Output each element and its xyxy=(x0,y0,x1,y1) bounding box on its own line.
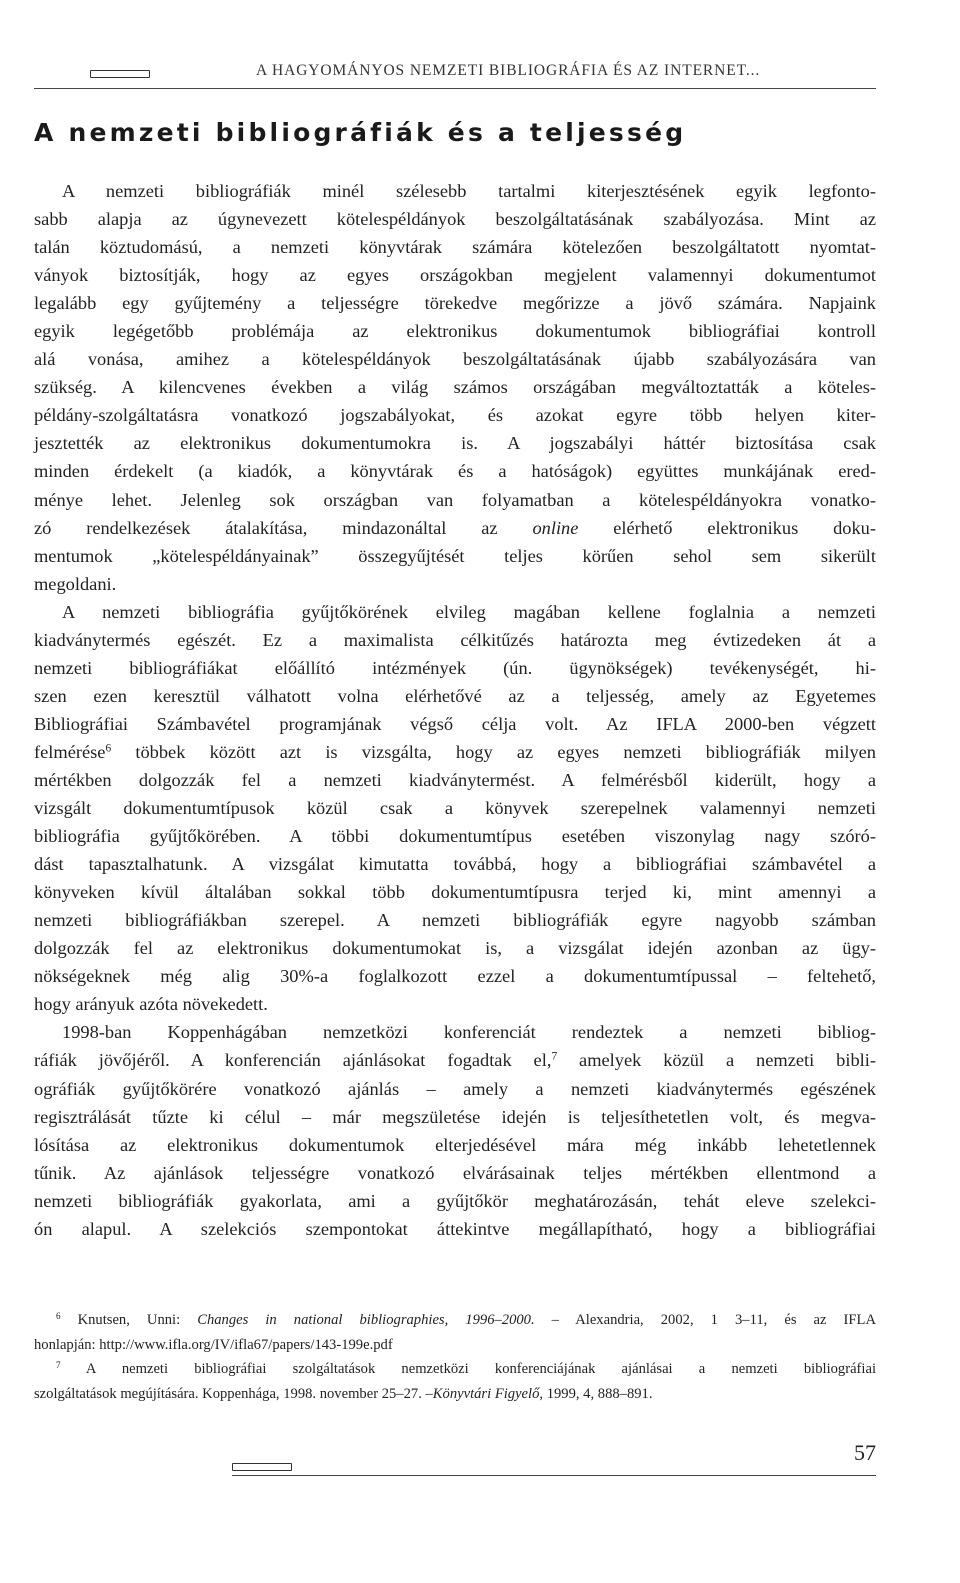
text-line: ón alapul. A szelekciós szempontokat áttekintve megállapítható, hogy a bibliográfiai xyxy=(34,1218,876,1239)
text-line: könyveken kívül általában sokkal több dokumentumtípusra terjed ki, mint amennyi a xyxy=(34,882,876,903)
italic-term: online xyxy=(532,517,579,538)
paragraph-1 xyxy=(34,177,876,598)
text-line: A nemzeti bibliográfiák minél szélesebb tartalmi kiterjesztésének egyik legfonto- xyxy=(62,181,876,201)
text-segment: – Alexandria, 2002, 1 3–11, és az IFLA xyxy=(534,1312,876,1328)
text-line: tűnik. Az ajánlások teljességre vonatkozó elvárásainak teljes mértékben ellentmond a xyxy=(34,1162,876,1183)
text-segment: amelyek közül a nemzeti bibli- xyxy=(557,1050,876,1071)
text-segment: zó rendelkezések átalakítása, mindazonáltal az xyxy=(34,517,533,538)
text-line: alá vonása, amihez a kötelespéldányok beszolgáltatásának újabb szabályozására van xyxy=(34,349,876,370)
text-line: nökségeknek még alig 30%-a foglalkozott ezzel a dokumentumtípussal – feltehető, xyxy=(34,966,876,987)
footnote-mark: 6 xyxy=(56,1311,61,1322)
footnote-mark: 7 xyxy=(56,1360,61,1371)
text-line xyxy=(34,1046,876,1074)
text-line: ográfiák gyűjtőkörére vonatkozó ajánlás – amely a nemzeti kiadványtermés egészének xyxy=(34,1078,876,1099)
page-number: 57 xyxy=(854,1440,876,1465)
footnote-ref-7[interactable]: 7 xyxy=(551,1051,558,1064)
text-line: jesztették az elektronikus dokumentumokra is. A jogszabályi háttér biztosítása csak xyxy=(34,433,876,454)
footnote-line xyxy=(34,1357,876,1382)
text-segment: A nemzeti bibliográfiai szolgáltatások nemzetközi konferenciájának ajánlásai a nemzeti bibliográfiai xyxy=(60,1361,876,1377)
footnote-line xyxy=(34,1308,876,1333)
text-segment: elérhető elektronikus doku- xyxy=(578,517,876,538)
footnote-6 xyxy=(34,1308,876,1357)
footer-rule xyxy=(232,1475,876,1476)
text-line: lósítása az elektronikus dokumentumok elterjedésével mára még inkább lehetetlennek xyxy=(34,1134,876,1155)
text-line: nemzeti bibliográfiák gyakorlata, ami a gyűjtőkör meghatározásán, tehát eleve szelekci- xyxy=(34,1190,876,1211)
text-segment: felmérése xyxy=(34,741,106,762)
text-line: dást tapasztalhatunk. A vizsgálat kimutatta továbbá, hogy a bibliográfiai számbavétel a xyxy=(34,854,876,875)
text-segment: szolgáltatások megújítására. Koppenhága, 1998. november 25–27. – xyxy=(34,1385,433,1402)
paragraph-2 xyxy=(34,598,876,1019)
text-segment: többek között azt is vizsgálta, hogy az egyes nemzeti bibliográfiák milyen xyxy=(111,741,876,762)
footnote-line xyxy=(34,1382,876,1407)
text-line: megoldani. xyxy=(34,573,117,594)
text-line: dolgozzák fel az elektronikus dokumentumokat is, a vizsgálat idején azonban az ügy- xyxy=(34,938,876,959)
italic-title: Könyvtári Figyelő, xyxy=(432,1385,544,1402)
text-line: egyik legégetőbb problémája az elektronikus dokumentumok bibliográfiai kontroll xyxy=(34,321,876,342)
section-title: A nemzeti bibliográfiák és a teljesség xyxy=(34,118,687,147)
text-line xyxy=(34,514,876,542)
header-rule xyxy=(34,88,876,89)
text-segment: 1999, 4, 888–891. xyxy=(543,1385,653,1402)
text-line: vizsgált dokumentumtípusok közül csak a könyvek szerepelnek valamennyi nemzeti xyxy=(34,798,876,819)
text-line: legalább egy gyűjtemény a teljességre törekedve megőrizze a jövő számára. Napjaink xyxy=(34,293,876,314)
text-line: bibliográfia gyűjtőkörében. A többi dokumentumtípus esetében viszonylag nagy szóró- xyxy=(34,826,876,847)
text-line: nemzeti bibliográfiákban szerepel. A nemzeti bibliográfiák egyre nagyobb számban xyxy=(34,910,876,931)
text-line: regisztrálását tűzte ki célul – már megszületése idején is teljesíthetetlen volt, és megva- xyxy=(34,1106,876,1127)
text-line: A nemzeti bibliográfia gyűjtőkörének elvileg magában kellene foglalnia a nemzeti xyxy=(62,601,876,622)
running-head: A HAGYOMÁNYOS NEMZETI BIBLIOGRÁFIA ÉS AZ INTERNET... xyxy=(256,62,761,79)
text-line: mentumok „kötelespéldányainak” összegyűjtését teljes körűen sehol sem sikerült xyxy=(34,545,876,566)
italic-title: Changes in national bibliographies, 1996–2000. xyxy=(197,1312,535,1328)
text-line: mértékben dolgozzák fel a nemzeti kiadványtermést. A felmérésből kiderült, hogy a xyxy=(34,769,876,790)
footer-ornament xyxy=(232,1463,292,1471)
text-line: talán köztudomású, a nemzeti könyvtárak számára kötelezően beszolgáltatott nyomtat- xyxy=(34,237,876,258)
text-line xyxy=(34,738,876,766)
text-line: nemzeti bibliográfiákat előállító intézmények (ún. ügynökségek) tevékenységét, hi- xyxy=(34,657,876,678)
footnote-ref-6[interactable]: 6 xyxy=(105,742,112,755)
text-line: szükség. A kilencvenes években a világ számos országában megváltoztatták a köteles- xyxy=(34,377,876,398)
text-line: Bibliográfiai Számbavétel programjának végső célja volt. Az IFLA 2000-ben végzett xyxy=(34,713,876,734)
text-line: ványok biztosítják, hogy az egyes országokban megjelent valamennyi dokumentumot xyxy=(34,265,876,286)
text-line: sabb alapja az úgynevezett kötelespéldányok beszolgáltatásának szabályozása. Mint az xyxy=(34,209,876,230)
footnotes xyxy=(34,1308,876,1406)
text-line: minden érdekelt (a kiadók, a könyvtárak és a hatóságok) együttes munkájának ered- xyxy=(34,461,876,482)
body-text xyxy=(34,177,876,1243)
text-line: ménye lehet. Jelenleg sok országban van folyamatban a kötelespéldányokra vonatko- xyxy=(34,489,876,510)
header-ornament xyxy=(90,70,150,78)
text-line: 1998-ban Koppenhágában nemzetközi konferenciát rendeztek a nemzeti bibliog- xyxy=(62,1022,876,1043)
footnote-7 xyxy=(34,1357,876,1406)
text-segment: Knutsen, Unni: xyxy=(60,1312,198,1328)
text-line: szen ezen keresztül válhatott volna elérhetővé az a teljesség, amely az Egyetemes xyxy=(34,685,876,706)
text-line: hogy arányuk azóta növekedett. xyxy=(34,994,268,1015)
text-segment: ráfiák jövőjéről. A konferencián ajánlásokat fogadtak el, xyxy=(34,1050,552,1071)
text-line: példány-szolgáltatásra vonatkozó jogszabályokat, és azokat egyre több helyen kiter- xyxy=(34,405,876,426)
paragraph-3 xyxy=(34,1018,876,1242)
text-line: kiadványtermés egészét. Ez a maximalista célkitűzés határozta meg évtizedeken át a xyxy=(34,629,876,650)
footnote-line: honlapján: http://www.ifla.org/IV/ifla67/papers/143-199e.pdf xyxy=(34,1336,393,1353)
